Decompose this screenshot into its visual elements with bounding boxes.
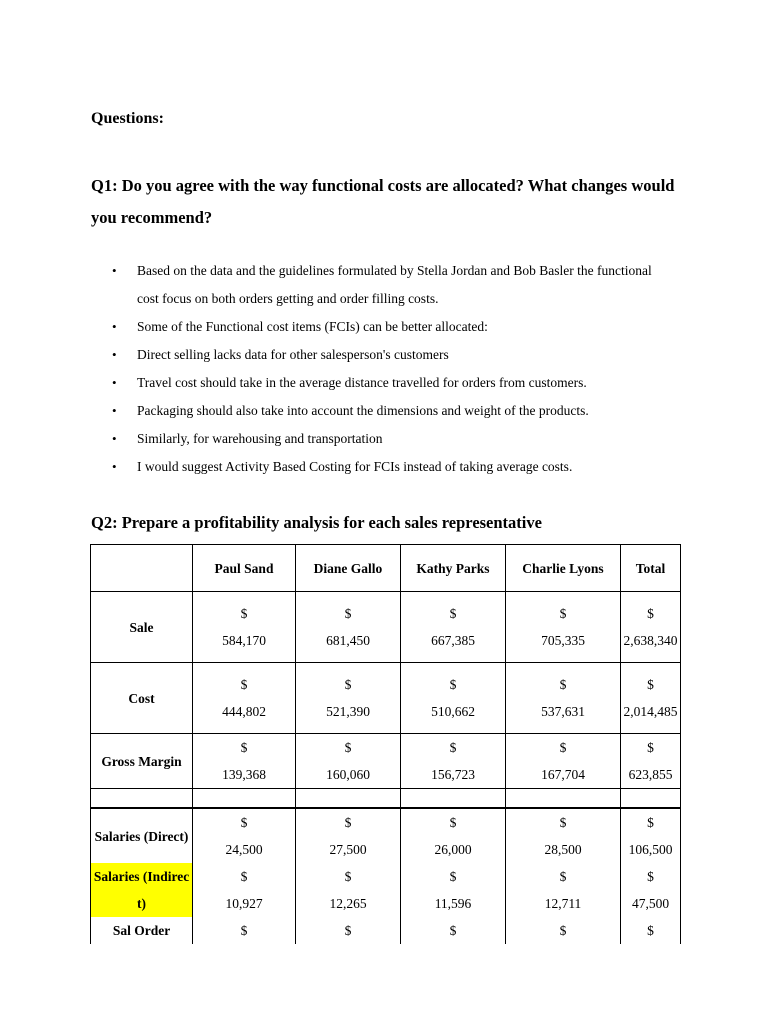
table-row xyxy=(91,663,681,734)
amount: 667,385 xyxy=(431,633,475,648)
bullet-item: • Based on the data and the guidelines formulated by Stella Jordan and Bob Basler the functional cost focus on both orders getting and order filling costs. xyxy=(112,257,672,313)
profitability-table-wrapper xyxy=(90,544,680,938)
value-cell xyxy=(296,734,401,789)
q2-heading: Q2: Prepare a profitability analysis for each sales representative xyxy=(91,513,542,532)
value-cell xyxy=(296,808,401,863)
amount: 28,500 xyxy=(544,842,582,857)
table-row xyxy=(91,917,681,944)
amount: 24,500 xyxy=(225,842,263,857)
amount: 12,711 xyxy=(544,896,582,911)
column-header: Paul Sand xyxy=(193,545,296,592)
currency-symbol: $ xyxy=(647,815,654,830)
currency-symbol: $ xyxy=(647,923,654,938)
value-cell xyxy=(296,863,401,917)
amount: 160,060 xyxy=(326,767,370,782)
amount: 681,450 xyxy=(326,633,370,648)
amount: 705,335 xyxy=(541,633,585,648)
currency-symbol: $ xyxy=(449,677,457,692)
amount: 106,500 xyxy=(628,842,673,857)
currency-symbol: $ xyxy=(559,606,567,621)
amount: 47,500 xyxy=(631,896,670,911)
q1-heading: Q1: Do you agree with the way functional costs are allocated? What changes would you recommend? xyxy=(91,176,675,227)
amount: 2,638,340 xyxy=(623,633,678,648)
value-cell xyxy=(401,863,506,917)
amount: 584,170 xyxy=(222,633,266,648)
table-row xyxy=(91,863,681,917)
value-cell xyxy=(621,917,681,944)
currency-symbol: $ xyxy=(240,923,248,938)
currency-symbol: $ xyxy=(240,815,248,830)
amount: 521,390 xyxy=(326,704,370,719)
column-header: Diane Gallo xyxy=(296,545,401,592)
currency-symbol: $ xyxy=(344,869,352,884)
currency-symbol: $ xyxy=(559,677,567,692)
value-cell xyxy=(401,917,506,944)
currency-symbol: $ xyxy=(449,606,457,621)
currency-symbol: $ xyxy=(240,869,248,884)
value-cell xyxy=(296,663,401,734)
value-cell xyxy=(401,734,506,789)
value-cell xyxy=(506,663,621,734)
currency-symbol: $ xyxy=(344,923,352,938)
value-cell xyxy=(401,663,506,734)
amount: 12,265 xyxy=(329,896,367,911)
currency-symbol: $ xyxy=(449,869,457,884)
row-label: Salaries (Direct) xyxy=(91,808,193,863)
value-cell xyxy=(193,734,296,789)
currency-symbol: $ xyxy=(559,740,567,755)
value-cell xyxy=(621,808,681,863)
value-cell xyxy=(506,863,621,917)
amount: 510,662 xyxy=(431,704,475,719)
currency-symbol: $ xyxy=(449,815,457,830)
currency-symbol: $ xyxy=(647,869,654,884)
bullet-item: • I would suggest Activity Based Costing for FCIs instead of taking average costs. xyxy=(112,453,672,481)
profitability-table xyxy=(90,544,681,944)
value-cell xyxy=(621,734,681,789)
amount: 10,927 xyxy=(225,896,263,911)
currency-symbol: $ xyxy=(344,677,352,692)
table-row xyxy=(91,808,681,863)
value-cell xyxy=(506,592,621,663)
bullet-item: • Some of the Functional cost items (FCIs) can be better allocated: xyxy=(112,313,672,341)
table-row xyxy=(91,592,681,663)
currency-symbol: $ xyxy=(647,677,654,692)
row-label: Sal Order xyxy=(91,917,193,944)
bullet-item: • Travel cost should take in the average distance travelled for orders from customers. xyxy=(112,369,672,397)
row-label: Salaries (Indirect) xyxy=(91,863,193,917)
value-cell xyxy=(506,808,621,863)
column-header: Charlie Lyons xyxy=(506,545,621,592)
currency-symbol: $ xyxy=(240,606,248,621)
currency-symbol: $ xyxy=(559,815,567,830)
value-cell xyxy=(193,863,296,917)
column-header: Total xyxy=(621,545,681,592)
value-cell xyxy=(621,592,681,663)
table-row xyxy=(91,734,681,789)
value-cell xyxy=(193,808,296,863)
currency-symbol: $ xyxy=(240,740,248,755)
value-cell xyxy=(296,592,401,663)
currency-symbol: $ xyxy=(647,606,654,621)
currency-symbol: $ xyxy=(344,815,352,830)
questions-heading: Questions: xyxy=(91,110,164,127)
q1-bullet-list xyxy=(112,257,672,481)
value-cell xyxy=(506,734,621,789)
currency-symbol: $ xyxy=(647,740,654,755)
row-label: Cost xyxy=(91,663,193,734)
column-header: Kathy Parks xyxy=(401,545,506,592)
bullet-item: • Packaging should also take into account the dimensions and weight of the products. xyxy=(112,397,672,425)
currency-symbol: $ xyxy=(559,869,567,884)
bullet-item: • Similarly, for warehousing and transportation xyxy=(112,425,672,453)
value-cell xyxy=(401,592,506,663)
value-cell xyxy=(621,663,681,734)
value-cell xyxy=(296,917,401,944)
amount: 2,014,485 xyxy=(623,704,678,719)
value-cell xyxy=(401,808,506,863)
currency-symbol: $ xyxy=(449,740,457,755)
amount: 537,631 xyxy=(541,704,585,719)
currency-symbol: $ xyxy=(559,923,567,938)
amount: 27,500 xyxy=(329,842,367,857)
amount: 156,723 xyxy=(431,767,475,782)
table-header-row xyxy=(91,545,681,592)
value-cell xyxy=(193,663,296,734)
value-cell xyxy=(193,917,296,944)
amount: 139,368 xyxy=(222,767,266,782)
currency-symbol: $ xyxy=(240,677,248,692)
bullet-item: • Direct selling lacks data for other salesperson's customers xyxy=(112,341,672,369)
row-label: Sale xyxy=(91,592,193,663)
amount: 26,000 xyxy=(434,842,472,857)
value-cell xyxy=(621,863,681,917)
value-cell xyxy=(506,917,621,944)
table-spacer-row xyxy=(91,789,681,809)
value-cell xyxy=(193,592,296,663)
amount: 11,596 xyxy=(434,896,472,911)
row-label: Gross Margin xyxy=(91,734,193,789)
currency-symbol: $ xyxy=(344,606,352,621)
currency-symbol: $ xyxy=(449,923,457,938)
table-corner-cell xyxy=(91,545,193,592)
amount: 623,855 xyxy=(628,767,673,782)
currency-symbol: $ xyxy=(344,740,352,755)
amount: 167,704 xyxy=(541,767,585,782)
amount: 444,802 xyxy=(222,704,266,719)
